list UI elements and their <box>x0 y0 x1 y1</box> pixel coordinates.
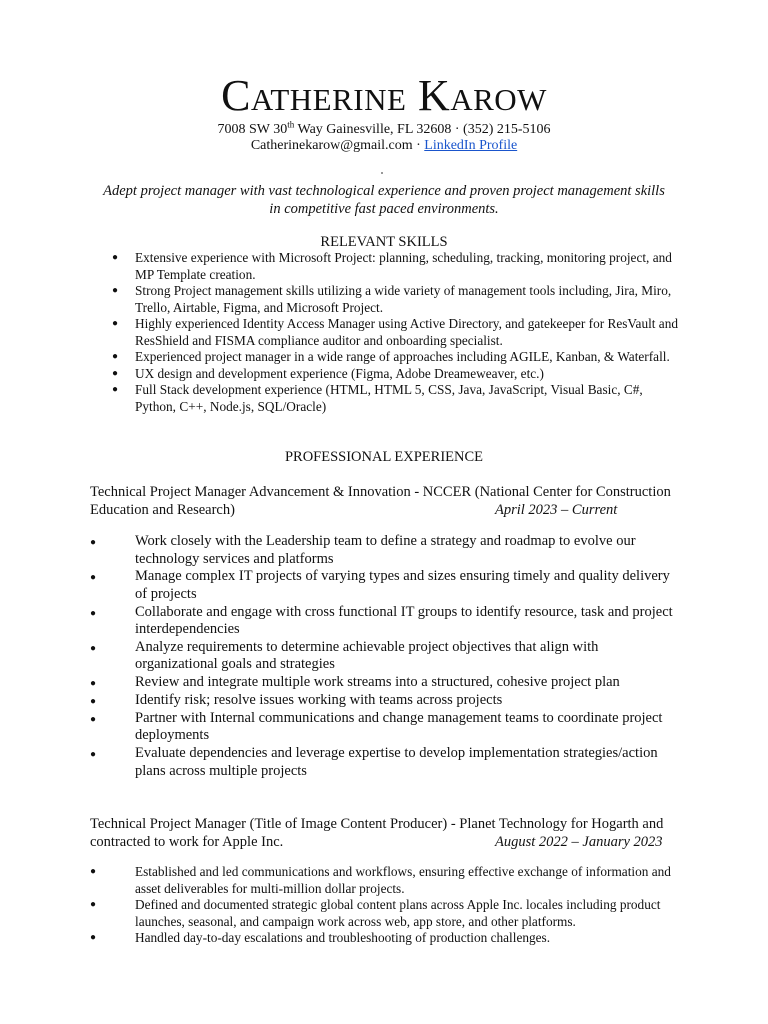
bullet-icon: ● <box>112 367 119 379</box>
address-line <box>0 121 768 138</box>
duty-text: Analyze requirements to determine achievable project objectives that align with organizational goals and strategies <box>135 638 599 673</box>
skill-text: Extensive experience with Microsoft Project: planning, scheduling, tracking, monitoring project, and MP Template creation. <box>135 250 672 282</box>
duty-item <box>90 897 680 930</box>
bullet-icon: ● <box>90 866 97 877</box>
skill-item <box>112 250 682 283</box>
bullet-icon: ● <box>90 695 97 707</box>
bullet-icon: ● <box>90 572 97 584</box>
email-text: Catherinekarow@gmail.com · <box>250 138 425 153</box>
bullet-icon: ● <box>90 932 97 943</box>
duty-text: Partner with Internal communications and change management teams to coordinate project deployments <box>135 709 663 744</box>
duty-item <box>90 692 680 710</box>
duty-item <box>90 674 680 692</box>
duty-item <box>90 604 680 639</box>
skills-list <box>112 250 682 415</box>
candidate-name: Catherine Karow <box>221 71 547 120</box>
skill-item <box>112 349 682 366</box>
address-suffix: Way Gainesville, FL 32608 · (352) 215-5106 <box>294 122 551 137</box>
duty-text: Review and integrate multiple work streams into a structured, cohesive project plan <box>135 674 620 691</box>
job-title-text: Technical Project Manager Advancement & Innovation - NCCER (National Center for Construction Education and Research) <box>90 484 671 518</box>
job-title-planet-technology <box>90 816 680 851</box>
skill-item <box>112 382 682 415</box>
duty-item <box>90 745 680 780</box>
bullet-icon: ● <box>90 899 97 910</box>
duty-text: Work closely with the Leadership team to define a strategy and roadmap to evolve our technology services and platforms <box>135 533 636 567</box>
duty-text: Established and led communications and workflows, ensuring effective exchange of information and asset deliverables for multi-million dollar projects. <box>135 864 671 896</box>
duty-text: Collaborate and engage with cross functional IT groups to identify resource, task and project interdependencies <box>135 603 673 638</box>
duty-text: Evaluate dependencies and leverage expertise to develop implementation strategies/action plans across multiple projects <box>135 745 658 779</box>
job-dates: August 2022 – January 2023 <box>495 833 663 850</box>
duty-item <box>90 533 680 568</box>
duty-text: Identify risk; resolve issues working with teams across projects <box>135 691 503 708</box>
skills-heading: RELEVANT SKILLS <box>320 234 448 250</box>
summary-statement: Adept project manager with vast technological experience and proven project management skills in competitive fast paced environments. <box>103 183 665 217</box>
bullet-icon: ● <box>90 749 97 761</box>
linkedin-link[interactable]: LinkedIn Profile <box>424 138 518 153</box>
skill-item <box>112 316 682 349</box>
bullet-icon: ● <box>90 537 97 548</box>
address-prefix: 7008 SW 30 <box>217 122 288 137</box>
duty-item <box>90 864 680 897</box>
duty-item <box>90 639 680 674</box>
bullet-icon: ● <box>90 713 97 725</box>
skill-item <box>112 366 682 383</box>
duty-text: Defined and documented strategic global content plans across Apple Inc. locales including product launches, seasonal, and campaign work across web, app store, and other platforms. <box>135 897 661 929</box>
skill-text: Strong Project management skills utilizing a wide variety of management tools including, Jira, Miro, Trello, Airtable, Figma, and Microsoft Project. <box>135 283 672 315</box>
duty-text: Handled day-to-day escalations and troubleshooting of production challenges. <box>135 930 551 945</box>
skill-text: UX design and development experience (Figma, Adobe Dreameweaver, etc.) <box>135 365 544 381</box>
email-line <box>0 137 768 154</box>
address-ordinal: th <box>287 119 295 130</box>
experience-heading: PROFESSIONAL EXPERIENCE <box>284 449 484 465</box>
duty-item <box>90 568 680 603</box>
bullet-icon: ● <box>112 252 119 263</box>
bullet-icon: ● <box>90 607 97 619</box>
bullet-icon: ● <box>112 285 119 296</box>
divider-dot <box>381 172 383 174</box>
job-title-nccer <box>90 484 680 519</box>
skill-text: Full Stack development experience (HTML, HTML 5, CSS, Java, JavaScript, Visual Basic, C#, Python, C++, Node.js, SQL/Oracle) <box>135 382 643 414</box>
bullet-icon: ● <box>112 318 119 329</box>
job-nccer-duties <box>90 533 680 780</box>
duty-item <box>90 710 680 745</box>
bullet-icon: ● <box>112 384 119 395</box>
skill-item <box>112 283 682 316</box>
skill-text: Experienced project manager in a wide range of approaches including AGILE, Kanban, & Waterfall. <box>135 349 670 364</box>
job-title-text: Technical Project Manager (Title of Image Content Producer) - Planet Technology for Hogarth and contracted to work for Apple Inc. <box>90 816 664 850</box>
skill-text: Highly experienced Identity Access Manager using Active Directory, and gatekeeper for ResVault and ResShield and FISMA compliance auditor and onboarding specialist. <box>135 316 679 348</box>
job-dates: April 2023 – Current <box>495 501 618 518</box>
bullet-icon: ● <box>112 351 119 362</box>
duty-text: Manage complex IT projects of varying types and sizes ensuring timely and quality delivery of projects <box>135 568 670 602</box>
bullet-icon: ● <box>90 678 97 690</box>
bullet-icon: ● <box>90 642 97 654</box>
duty-item <box>90 930 680 947</box>
job-planet-duties <box>90 864 680 947</box>
